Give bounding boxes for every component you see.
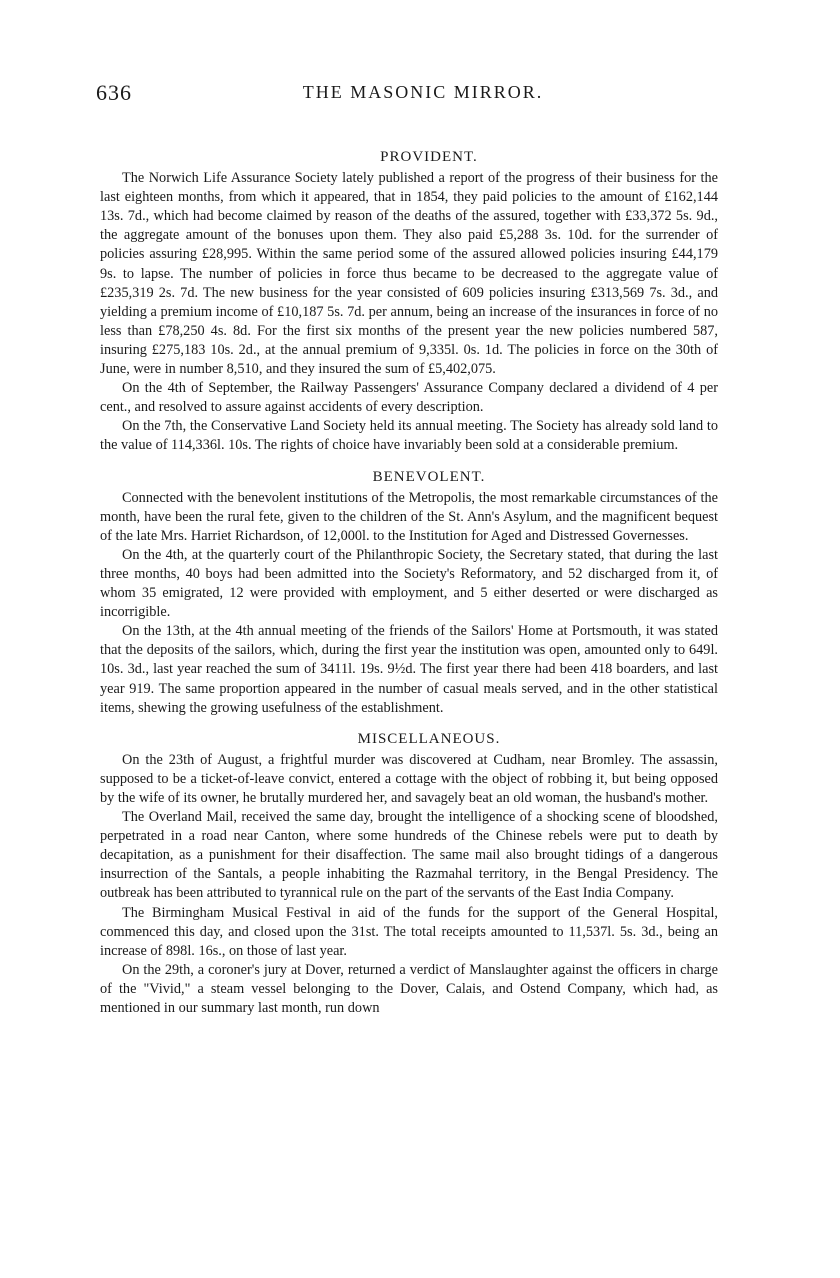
running-head: [96, 80, 720, 110]
paragraph: The Birmingham Musical Festival in aid of the funds for the support of the General Hospital, commenced this day, and closed upon the 31st. The total receipts amounted to 11,537l. 5s. 3d., being an increase of 898l. 16s., on those of last year.: [100, 904, 718, 959]
paragraph: The Overland Mail, received the same day, brought the intelligence of a shocking scene of bloodshed, perpetrated in a road near Canton, where some hundreds of the Chinese rebels were put to death by decapitation, as a punishment for their disaffection. The same mail also brought tidings of a dangerous insurrection of the Santals, a people inhabiting the Razmahal territory, in the Bengal Presidency. The outbreak has been attributed to tyrannical rule on the part of the servants of the East India Company.: [100, 809, 718, 902]
paragraph: On the 4th, at the quarterly court of the Philanthropic Society, the Secretary stated, that during the last three months, 40 boys had been admitted into the Society's Reformatory, and 52 discharged from it, of whom 35 emigrated, 12 were provided with employment, and 5 either deserted or were discharged as incorrigible.: [100, 546, 718, 621]
section-provident: [100, 148, 718, 456]
paragraph: On the 4th of September, the Railway Passengers' Assurance Company declared a dividend of 4 per cent., and resolved to assure against accidents of every description.: [100, 380, 718, 416]
section-heading: MISCELLANEOUS.: [357, 730, 501, 747]
section-heading: PROVIDENT.: [380, 149, 478, 165]
section-benevolent: [100, 468, 718, 718]
paragraph: On the 29th, a coroner's jury at Dover, returned a verdict of Manslaughter against the officers in charge of the "Vivid," a steam vessel belonging to the Dover, Calais, and Ostend Company, which had, as mentioned in our summary last month, run down: [100, 961, 718, 1017]
paragraph: On the 7th, the Conservative Land Society held its annual meeting. The Society has already sold land to the value of 114,336l. 10s. The rights of choice have invariably been sold at a considerable premium.: [100, 418, 718, 454]
paragraph: Connected with the benevolent institutions of the Metropolis, the most remarkable circumstances of the month, have been the rural fete, given to the children of the St. Ann's Asylum, and the magnificent bequest of the late Mrs. Harriet Richardson, of 12,000l. to the Institution for Aged and Distressed Governesses.: [100, 489, 718, 544]
paragraph: On the 23th of August, a frightful murder was discovered at Cudham, near Bromley. The assassin, supposed to be a ticket-of-leave convict, entered a cottage with the object of robbing it, but being opposed by the wife of its owner, he brutally murdered her, and savagely beat an old woman, the husband's mother.: [100, 751, 718, 806]
paragraph: The Norwich Life Assurance Society lately published a report of the progress of their business for the last eighteen months, from which it appeared, that in 1854, they paid policies to the amount of £162,144 13s. 7d., which had become claimed by reason of the deaths of the assured, together with £33,372 5s. 9d., the aggregate amount of the bonuses upon them. They also paid £5,288 3s. 10d. for the surrender of policies assuring £28,995. Within the same period some of the assured allowed policies insuring £44,179 9s. to lapse. The number of policies in force thus became to be decreased to the aggregate value of £235,319 2s. 7d. The new business for the year consisted of 609 policies insuring £313,569 7s. 3d., and yielding a premium income of £10,187 5s. 7d. per annum, being an increase of the insurances in force of no less than £78,250 4s. 8d. For the first six months of the present year the new policies numbered 587, insuring £275,183 10s. 2d., at the annual premium of 9,335l. 0s. 1d. The policies in force on the 30th of June, were in number 8,510, and they insured the sum of £5,402,075.: [100, 170, 718, 378]
article-body: [100, 148, 718, 1018]
journal-title: THE MASONIC MIRROR.: [302, 82, 544, 102]
section-heading: BENEVOLENT.: [372, 468, 486, 485]
section-miscellaneous: [100, 730, 718, 1018]
page-number: 636: [96, 80, 132, 105]
paragraph: On the 13th, at the 4th annual meeting of the friends of the Sailors' Home at Portsmouth, it was stated that the deposits of the sailors, which, during the first year the institution was open, amounted only to 649l. 10s. 3d., last year reached the sum of 3411l. 19s. 9½d. The first year there had been 418 boarders, and last year 919. The same proportion appeared in the number of casual meals served, and in the other statistical items, shewing the growing usefulness of the establishment.: [100, 623, 718, 716]
